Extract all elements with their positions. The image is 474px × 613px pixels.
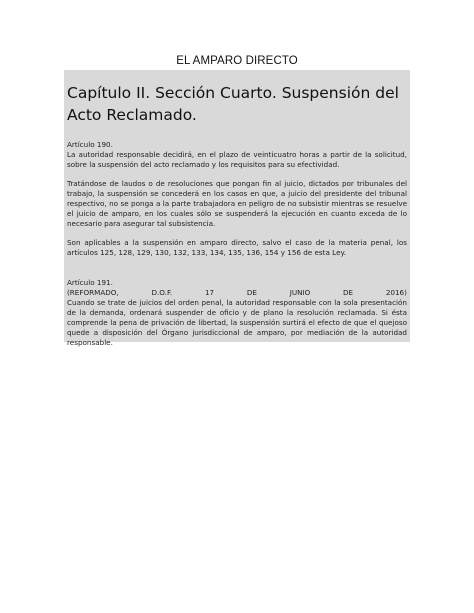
chapter-title: Capítulo II. Sección Cuarto. Suspensión del Acto Reclamado. — [67, 84, 399, 124]
article-heading: Artículo 190. — [67, 140, 113, 149]
article-paragraph: Cuando se trate de juicios del orden penal, la autoridad responsable con la sola presentación de la demanda, ordenará suspender de oficio y de plano la resolución reclamada. Si ésta comprende la pena de privación de libertad, la suspensión surtirá el efecto de que el quejoso quede a disposición del Órgano jurisdiccional de amparo, por mediación de la autoridad responsable. — [67, 298, 407, 347]
article-paragraph: La autoridad responsable decidirá, en el plazo de veinticuatro horas a partir de la solicitud, sobre la suspensión del acto reclamado y los requisitos para su efectividad. — [67, 150, 407, 169]
article-191 — [67, 278, 407, 348]
page-header: EL AMPARO DIRECTO — [176, 55, 298, 67]
reform-note-word: D.O.F. — [151, 288, 173, 297]
reform-note-word: 17 — [204, 288, 215, 297]
reform-note-word: 2016) — [385, 288, 407, 297]
chapter-block — [64, 70, 410, 347]
reform-note-word: JUNIO — [289, 288, 311, 297]
article-heading: Artículo 191. — [67, 278, 113, 287]
reform-note-word: (REFORMADO, — [67, 288, 119, 297]
article-190 — [67, 140, 407, 258]
reform-note — [67, 288, 407, 298]
reform-note-word: DE — [343, 288, 354, 297]
article-paragraph: Son aplicables a la suspensión en amparo directo, salvo el caso de la materia penal, los artículos 125, 128, 129, 130, 132, 133, 134, 135, 136, 154 y 156 de esta Ley. — [67, 238, 407, 257]
article-paragraph: Tratándose de laudos o de resoluciones que pongan fin al juicio, dictados por tribunales del trabajo, la suspensión se concederá en los casos en que, a juicio del presidente del tribunal respectivo, no se ponga a la parte trabajadora en peligro de no subsistir mientras se resuelve el juicio de amparo, en los cuales sólo se suspenderá la ejecución en cuanto exceda de lo necesario para asegurar tal subsistencia. — [67, 179, 407, 228]
reform-note-word: DE — [246, 288, 257, 297]
